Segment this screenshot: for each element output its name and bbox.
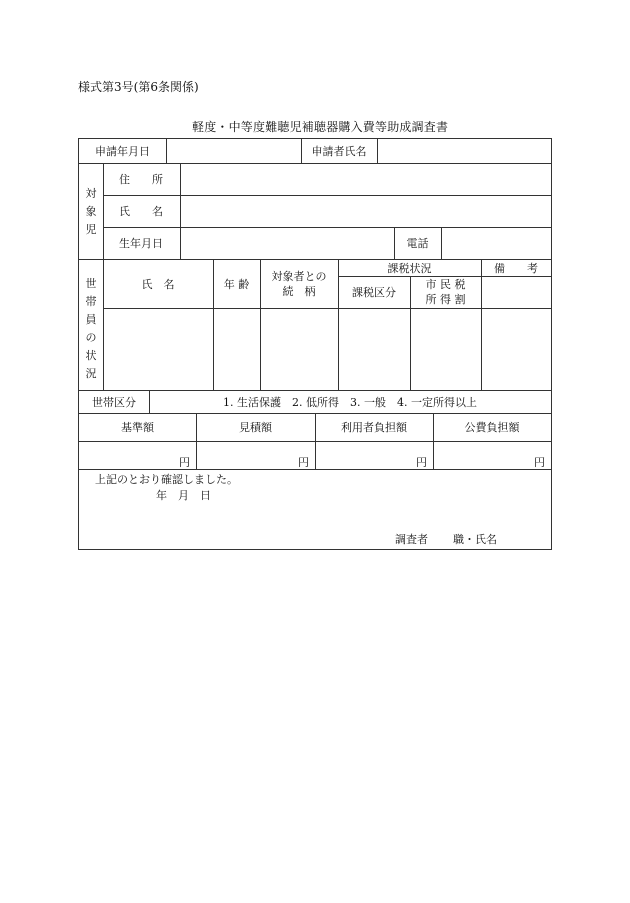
address-label: 住 所 [119, 173, 163, 186]
application-date-label: 申請年月日 [95, 145, 150, 158]
household-members-label: 世帯員の状況 [85, 277, 97, 380]
household-members-entry-area[interactable] [104, 309, 550, 389]
confirmation-statement: 上記のとおり確認しました。 [95, 473, 238, 486]
confirmation-date[interactable]: 年 月 日 [156, 489, 211, 502]
member-name-header: 氏 名 [141, 278, 175, 291]
row-divider [79, 469, 551, 470]
city-tax-header-line-1: 市 民 税 [425, 278, 466, 291]
public-burden-field[interactable]: 円 [534, 456, 545, 469]
applicant-name-field[interactable] [378, 140, 550, 162]
estimate-amount-header: 見積額 [239, 421, 272, 434]
phone-label: 電話 [406, 237, 429, 250]
tax-category-header: 課税区分 [352, 286, 396, 299]
base-amount-field[interactable]: 円 [179, 456, 190, 469]
relation-header-line-1: 対象者との [271, 270, 327, 283]
estimate-amount-field[interactable]: 円 [298, 456, 309, 469]
base-amount-header: 基準額 [121, 421, 154, 434]
applicant-name-label: 申請者氏名 [311, 145, 367, 158]
investigator-label: 調査者 [395, 533, 428, 546]
birthdate-field[interactable] [181, 228, 393, 258]
position-name-label: 職・氏名 [453, 533, 497, 546]
public-burden-header: 公費負担額 [464, 421, 520, 434]
relation-header-line-2: 続 柄 [282, 285, 316, 298]
name-field[interactable] [181, 196, 550, 226]
form-number: 様式第3号(第6条関係) [78, 80, 199, 94]
member-age-header: 年 齢 [223, 278, 250, 291]
remarks-header: 備 考 [494, 262, 538, 275]
user-burden-header: 利用者負担額 [341, 421, 407, 434]
household-category-options[interactable]: 1. 生活保護 2. 低所得 3. 一般 4. 一定所得以上 [223, 396, 477, 409]
birthdate-label: 生年月日 [119, 237, 163, 250]
name-label: 氏 名 [119, 205, 163, 218]
city-tax-header-line-2: 所 得 割 [425, 293, 466, 306]
survey-form-table [78, 138, 552, 550]
subject-child-label: 対象児 [85, 187, 97, 236]
household-category-label: 世帯区分 [92, 396, 136, 409]
tax-status-header: 課税状況 [387, 262, 432, 275]
address-field[interactable] [181, 164, 550, 194]
phone-field[interactable] [442, 228, 550, 258]
document-title: 軽度・中等度難聴児補聴器購入費等助成調査書 [192, 120, 449, 134]
application-date-field[interactable] [167, 140, 301, 162]
user-burden-field[interactable]: 円 [416, 456, 427, 469]
row-divider [338, 276, 551, 277]
